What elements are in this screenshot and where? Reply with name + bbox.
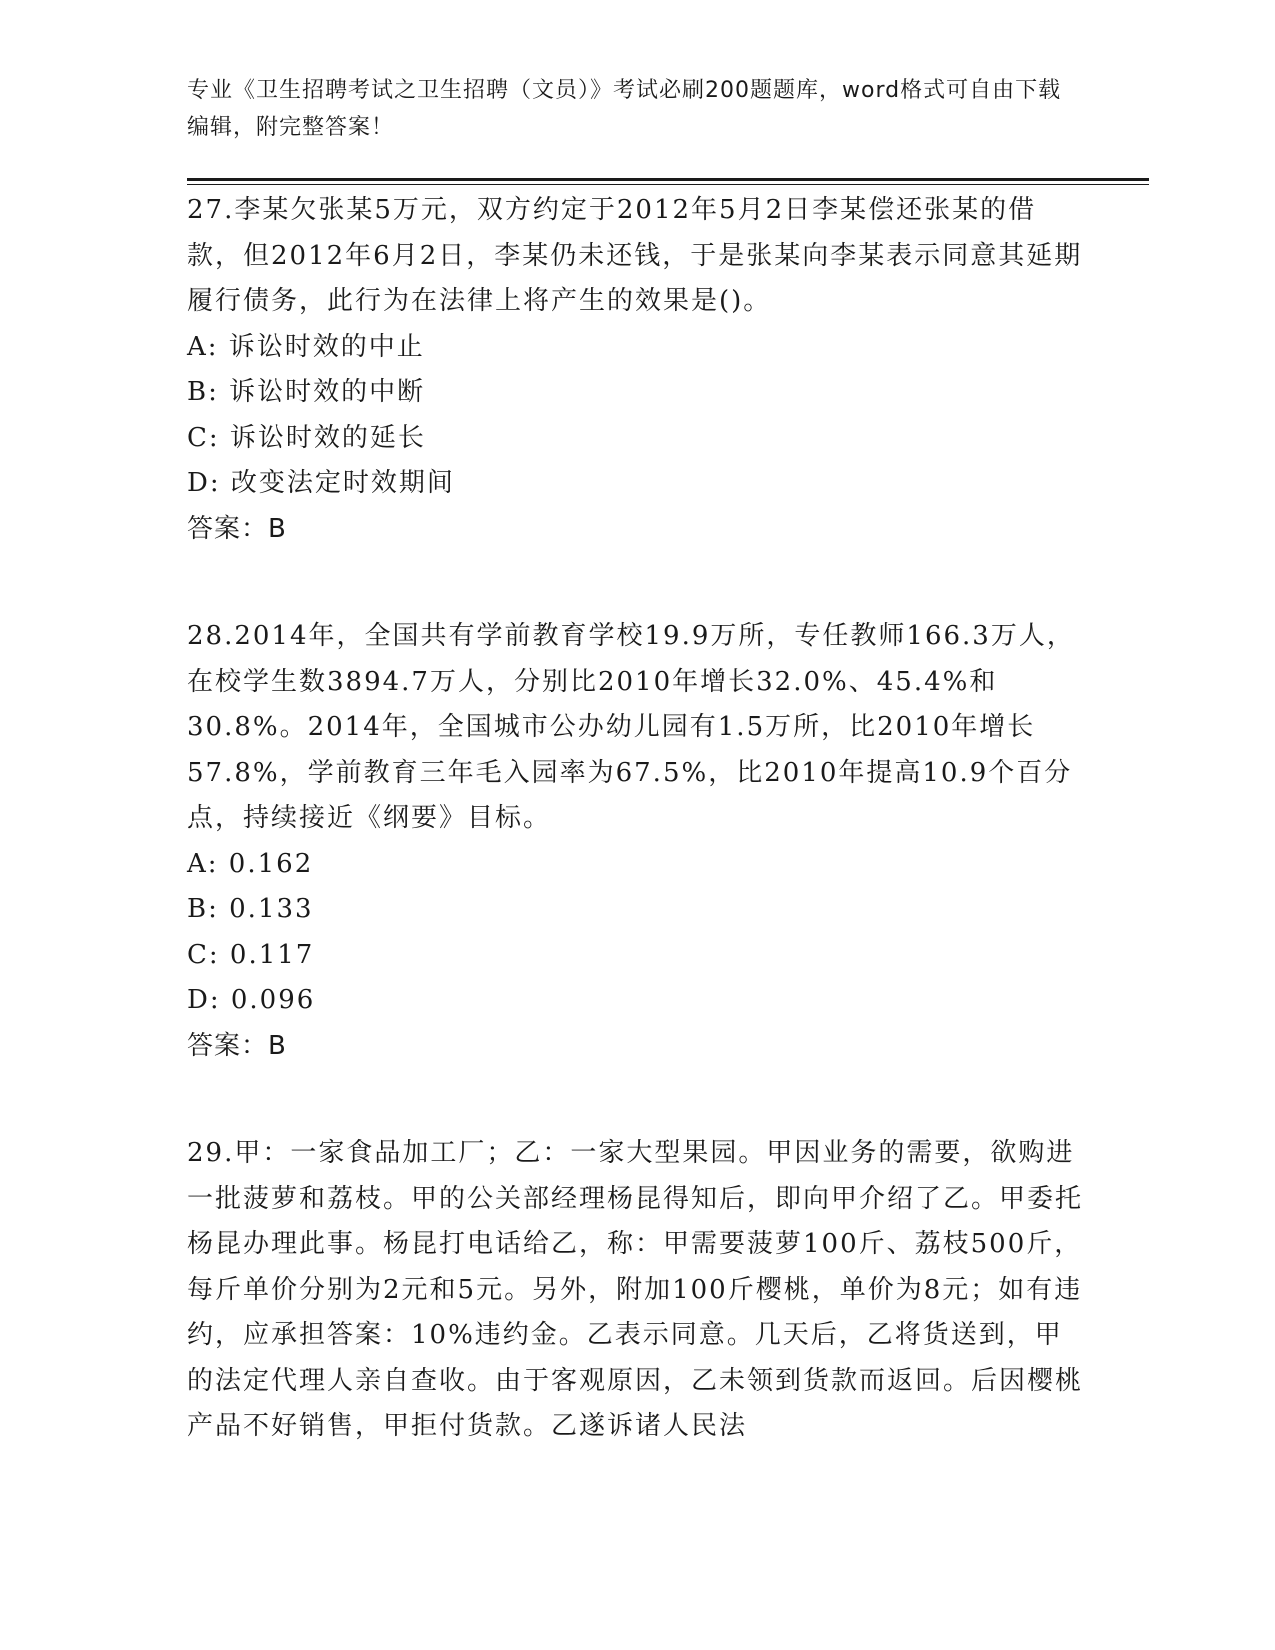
question-29	[187, 1131, 1087, 1450]
question-list	[187, 188, 1087, 1512]
answer-line: 答案：B	[187, 513, 287, 544]
answer-line: 答案：B	[187, 1030, 287, 1061]
question-stem: 27.李某欠张某5万元，双方约定于2012年5月2日李某偿还张某的借款，但2012年6月2日，李某仍未还钱，于是张某向李某表示同意其延期履行债务，此行为在法律上将产生的效果是()。	[187, 195, 1083, 316]
question-stem: 29.甲：一家食品加工厂；乙：一家大型果园。甲因业务的需要，欲购进一批菠萝和荔枝。甲的公关部经理杨昆得知后，即向甲介绍了乙。甲委托杨昆办理此事。杨昆打电话给乙，称：甲需要菠萝100斤、荔枝500斤，每斤单价分别为2元和5元。另外，附加100斤樱桃，单价为8元；如有违约，应承担答案：10%违约金。乙表示同意。几天后，乙将货送到，甲的法定代理人亲自查收。由于客观原因，乙未领到货款而返回。后因樱桃产品不好销售，甲拒付货款。乙遂诉诸人民法	[187, 1138, 1084, 1441]
question-27	[187, 188, 1087, 552]
document-header: 专业《卫生招聘考试之卫生招聘（文员）》考试必刷200题题库，word格式可自由下载编辑，附完整答案！	[187, 78, 1062, 140]
option-a: A: 诉讼时效的中止	[187, 331, 425, 362]
option-d: D: 0.096	[187, 985, 316, 1015]
option-c: C: 诉讼时效的延长	[187, 422, 426, 453]
option-b: B: 0.133	[187, 894, 314, 924]
question-28	[187, 614, 1087, 1069]
header-rule-thick	[187, 178, 1149, 181]
question-stem: 28.2014年，全国共有学前教育学校19.9万所，专任教师166.3万人，在校学生数3894.7万人，分别比2010年增长32.0%、45.4%和30.8%。2014年，全国城市公办幼儿园有1.5万所，比2010年增长57.8%，学前教育三年毛入园率为67.5%，比2010年提高10.9个百分点，持续接近《纲要》目标。	[187, 621, 1075, 833]
option-d: D: 改变法定时效期间	[187, 468, 455, 498]
header-rule-thin	[187, 184, 1149, 185]
option-b: B: 诉讼时效的中断	[187, 377, 426, 407]
option-c: C: 0.117	[187, 939, 315, 970]
option-a: A: 0.162	[187, 848, 314, 879]
